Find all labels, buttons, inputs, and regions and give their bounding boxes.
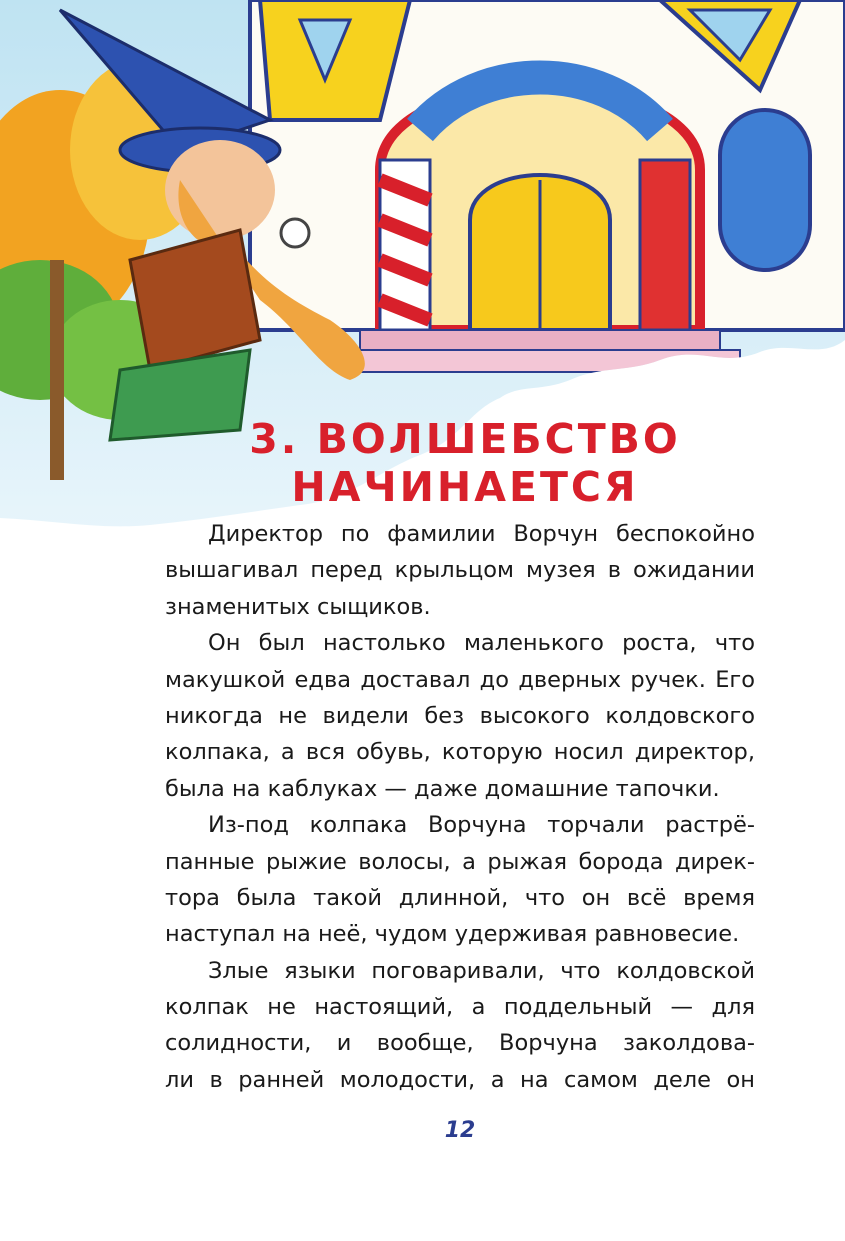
text-line: никогда не видели без высокого колдовского bbox=[165, 702, 755, 729]
chapter-title-line-2: НАЧИНАЕТСЯ bbox=[291, 463, 639, 511]
text-line: солидности, и вообще, Ворчуна заколдова- bbox=[165, 1030, 755, 1057]
text-line: Злые языки поговаривали, что колдовской bbox=[208, 957, 755, 984]
text-line: панные рыжие волосы, а рыжая борода дирек- bbox=[165, 848, 755, 875]
text-line: знаменитых сыщиков. bbox=[165, 593, 431, 620]
text-line: Он был настолько маленького роста, что bbox=[208, 630, 755, 657]
page-number: 12 bbox=[444, 1118, 476, 1143]
text-line: ли в ранней молодости, а на самом деле он bbox=[165, 1066, 755, 1093]
text-line: колпак не настоящий, а поддельный — для bbox=[165, 994, 755, 1021]
text-line: вышагивал перед крыльцом музея в ожидании bbox=[165, 557, 755, 584]
text-line: была на каблуках — даже домашние тапочки. bbox=[165, 775, 720, 802]
text-line: наступал на неё, чудом удерживая равновесие. bbox=[165, 921, 740, 948]
chapter-body-text bbox=[165, 516, 755, 1098]
chapter-title-line-1: 3. ВОЛШЕБСТВО bbox=[249, 415, 681, 463]
text-line: макушкой едва доставал до дверных ручек. Его bbox=[165, 666, 755, 693]
text-line: колпака, а вся обувь, которую носил директор, bbox=[165, 739, 755, 766]
chapter-title bbox=[230, 415, 700, 511]
text-line: Из-под колпака Ворчуна торчали растрё- bbox=[208, 812, 755, 839]
text-line: Директор по фамилии Ворчун беспокойно bbox=[208, 521, 755, 547]
text-line: тора была такой длинной, что он всё время bbox=[165, 884, 755, 911]
